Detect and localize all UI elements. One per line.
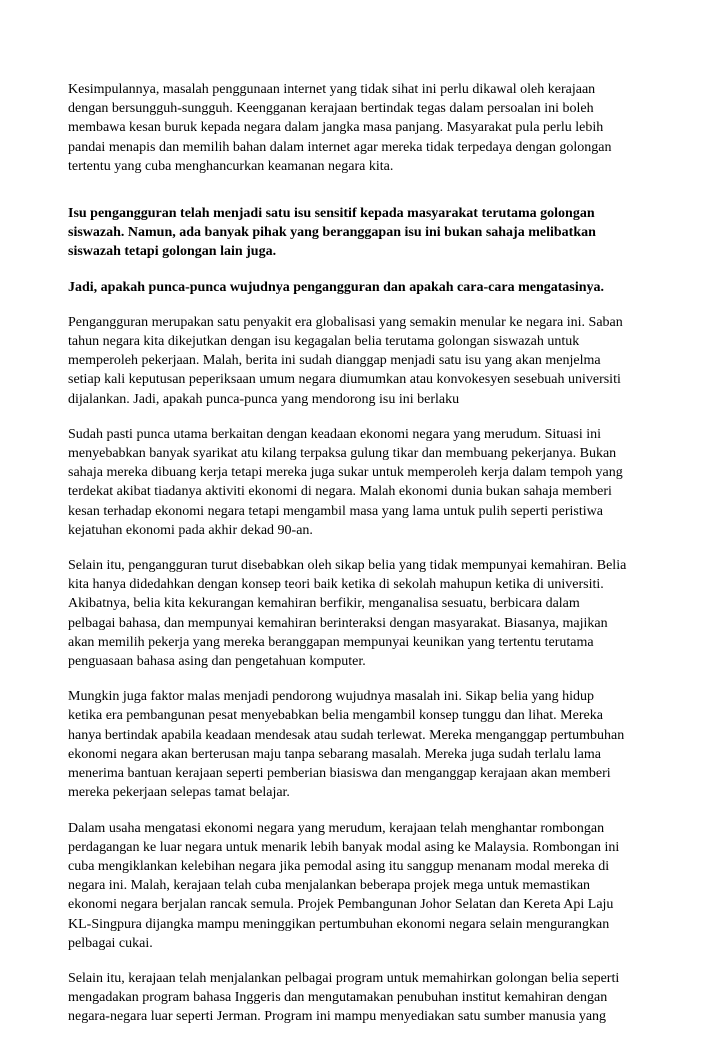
text-line: cuba mengiklankan kelebihan negara jika pemodal asing itu sanggup menanam modal mereka di xyxy=(68,858,610,874)
text-line: setiap kali keputusan peperiksaan umum negara diumumkan atau konvokesyen sesebuah universiti xyxy=(68,372,621,388)
bold-paragraph xyxy=(68,204,668,262)
text-line: penguasaan bahasa asing dan pengetahuan komputer. xyxy=(68,654,366,670)
text-line: ketika era pembangunan pesat menyebabkan belia mengambil konsep tunggu dan lihat. Mereka xyxy=(68,708,603,724)
text-line: kita hanya didedahkan dengan konsep teori baik ketika di sekolah mahupun ketika di universiti. xyxy=(68,577,604,593)
text-line: sahaja mereka dibuang kerja tetapi mereka juga sukar untuk memperoleh kerja dalam tempoh yang xyxy=(68,465,623,481)
paragraph xyxy=(68,819,668,953)
text-line: negara ini. Malah, kerajaan telah cuba menjalankan beberapa projek mega untuk memastikan xyxy=(68,878,591,894)
text-line: pelbagai bahasa, dan mempunyai kemahiran berinteraksi dengan masyarakat. Biasanya, majikan xyxy=(68,615,608,631)
text-line: perdagangan ke luar negara untuk menarik lebih banyak modal asing ke Malaysia. Rombongan ini xyxy=(68,839,620,855)
document-body xyxy=(68,80,668,1043)
text-line: ekonomi negara akan berterusan maju tanpa sebarang masalah. Mereka juga sudah terlalu lama xyxy=(68,746,601,762)
text-line: menyebabkan banyak syarikat atu kilang terpaksa gulung tikar dan membuang pekerjanya. Bukan xyxy=(68,446,617,462)
text-line: hanya bertindak apabila keadaan mendesak atau sudah terlewat. Mereka menganggap pertumbuhan xyxy=(68,727,625,743)
text-line: negara-negara luar seperti Jerman. Program ini mampu menyediakan satu sumber manusia yang xyxy=(68,1009,607,1025)
paragraph xyxy=(68,556,668,671)
text-line: mereka pekerjaan selepas tamat belajar. xyxy=(68,785,290,801)
text-line: memperoleh pekerjaan. Malah, berita ini sudah dianggap menjadi satu isu yang akan menjelma xyxy=(68,353,601,369)
text-line: siswazah. Namun, ada banyak pihak yang beranggapan isu ini bukan sahaja melibatkan xyxy=(68,225,596,241)
text-line: Sudah pasti punca utama berkaitan dengan keadaan ekonomi negara yang merudum. Situasi ini xyxy=(68,426,602,442)
text-line: akan memilih pekerja yang mereka beranggapan mempunyai keunikan yang tertentu terutama xyxy=(68,634,594,650)
text-line: Pengangguran merupakan satu penyakit era globalisasi yang semakin menular ke negara ini. Saban xyxy=(68,314,623,330)
paragraph xyxy=(68,313,668,409)
text-line: kejatuhan ekonomi pada akhir dekad 90-an. xyxy=(68,522,313,538)
text-line: mengadakan program bahasa Inggeris dan mengutamakan penubuhan institut kemahiran dengan xyxy=(68,990,608,1006)
text-line: Akibatnya, belia kita kekurangan kemahiran berfikir, menganalisa sesuatu, berbicara dalam xyxy=(68,596,580,612)
text-line: siswazah tetapi golongan lain juga. xyxy=(68,244,277,260)
text-line: kesan terhadap ekonomi negara tetapi mengambil masa yang lama untuk pulih seperti peristiwa xyxy=(68,503,603,519)
text-line: menerima bantuan kerajaan seperti pemberian biasiswa dan menganggap kerajaan akan memberi xyxy=(68,766,611,782)
paragraph xyxy=(68,80,668,176)
text-line: Mungkin juga faktor malas menjadi pendorong wujudnya masalah ini. Sikap belia yang hidup xyxy=(68,689,595,705)
text-line: terdekat akibat tiadanya aktiviti ekonomi di negara. Malah ekonomi dunia bukan sahaja memberi xyxy=(68,484,612,500)
paragraph xyxy=(68,687,668,802)
text-line: tahun negara kita dikejutkan dengan isu kegagalan belia terutama golongan siswazah untuk xyxy=(68,334,580,350)
text-line: Isu pengangguran telah menjadi satu isu sensitif kepada masyarakat terutama golongan xyxy=(68,206,595,222)
text-line: Selain itu, kerajaan telah menjalankan pelbagai program untuk memahirkan golongan belia seperti xyxy=(68,970,620,986)
text-line: Selain itu, pengangguran turut disebabkan oleh sikap belia yang tidak mempunyai kemahiran. Belia xyxy=(68,558,627,574)
text-line: tertentu yang cuba menghancurkan keamanan negara kita. xyxy=(68,158,394,174)
text-line: Jadi, apakah punca-punca wujudnya pengangguran dan apakah cara-cara mengatasinya. xyxy=(68,279,605,295)
text-line: Dalam usaha mengatasi ekonomi negara yang merudum, kerajaan telah menghantar rombongan xyxy=(68,820,605,836)
text-line: KL-Singpura dijangka mampu meninggikan pertumbuhan ekonomi negara selain mengurangkan xyxy=(68,916,610,932)
text-line: Kesimpulannya, masalah penggunaan internet yang tidak sihat ini perlu dikawal oleh kerajaan xyxy=(68,82,596,97)
paragraph xyxy=(68,969,668,1027)
bold-paragraph xyxy=(68,278,668,297)
text-line: membawa kesan buruk kepada negara dalam jangka masa panjang. Masyarakat pula perlu lebih xyxy=(68,120,604,136)
text-line: pelbagai cukai. xyxy=(68,935,153,951)
paragraph xyxy=(68,425,668,540)
text-line: pandai menapis dan memilih bahan dalam internet agar mereka tidak terpedaya dengan golongan xyxy=(68,139,612,155)
text-line: dengan bersungguh-sungguh. Keengganan kerajaan bertindak tegas dalam persoalan ini boleh xyxy=(68,101,594,117)
text-line: ekonomi negara berjalan rancak semula. Projek Pembangunan Johor Selatan dan Kereta Api Laju xyxy=(68,897,614,913)
text-line: dijalankan. Jadi, apakah punca-punca yang mendorong isu ini berlaku xyxy=(68,391,460,407)
